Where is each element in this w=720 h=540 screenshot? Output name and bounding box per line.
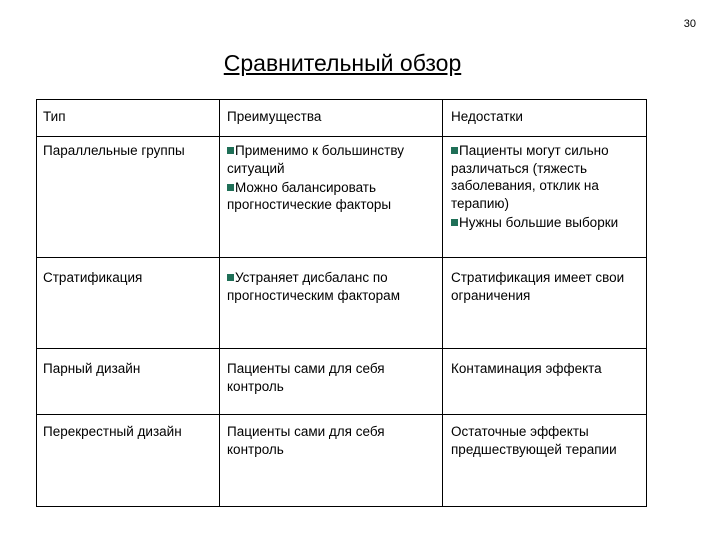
row-disadvantages bbox=[451, 142, 645, 233]
row-divider bbox=[37, 136, 646, 137]
column-divider bbox=[219, 100, 220, 506]
row-type: Перекрестный дизайн bbox=[43, 424, 182, 439]
header-advantages: Преимущества bbox=[227, 109, 322, 124]
header-type: Тип bbox=[43, 109, 66, 124]
row-advantages bbox=[227, 269, 439, 306]
row-disadvantages: Контаминация эффекта bbox=[451, 361, 602, 376]
bullet-item: Применимо к большинству ситуаций bbox=[227, 143, 404, 176]
square-bullet-icon bbox=[227, 147, 234, 154]
header-disadvantages: Недостатки bbox=[451, 109, 523, 124]
bullet-item: Пациенты могут сильно различаться (тяжесть заболевания, отклик на терапию) bbox=[451, 143, 609, 211]
square-bullet-icon bbox=[227, 274, 234, 281]
page-number: 30 bbox=[683, 18, 696, 30]
row-disadvantages: Остаточные эффекты предшествующей терапии bbox=[451, 424, 617, 457]
slide-title: Сравнительный обзор bbox=[223, 50, 462, 76]
row-divider bbox=[37, 348, 646, 349]
square-bullet-icon bbox=[451, 147, 458, 154]
column-divider bbox=[442, 100, 443, 506]
row-disadvantages: Стратификация имеет свои ограничения bbox=[451, 270, 625, 303]
row-advantages: Пациенты сами для себя контроль bbox=[227, 424, 385, 457]
row-type: Параллельные группы bbox=[43, 143, 185, 158]
bullet-item: Можно балансировать прогностические факторы bbox=[227, 179, 392, 212]
row-type: Стратификация bbox=[43, 270, 143, 285]
row-divider bbox=[37, 414, 646, 415]
row-divider bbox=[37, 257, 646, 258]
row-type: Парный дизайн bbox=[43, 361, 141, 376]
bullet-item: Устраняет дисбаланс по прогностическим факторам bbox=[227, 270, 400, 303]
square-bullet-icon bbox=[227, 184, 234, 191]
comparison-table bbox=[36, 99, 647, 507]
square-bullet-icon bbox=[451, 219, 458, 226]
bullet-item: Нужны большие выборки bbox=[451, 214, 645, 232]
row-advantages: Пациенты сами для себя контроль bbox=[227, 361, 385, 394]
row-advantages bbox=[227, 142, 437, 215]
